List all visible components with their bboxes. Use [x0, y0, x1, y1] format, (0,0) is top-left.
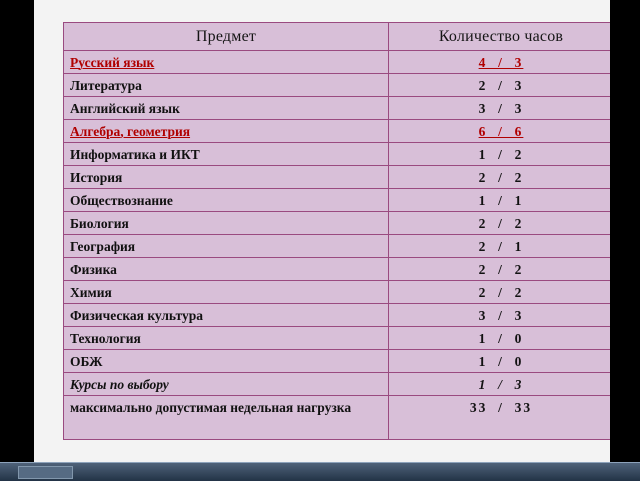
subject-cell: Технология	[64, 327, 389, 350]
subject-cell: ОБЖ	[64, 350, 389, 373]
hours-column-header: Количество часов	[389, 23, 611, 51]
subject-cell: Курсы по выбору	[64, 373, 389, 396]
table-row	[64, 74, 611, 97]
table-row	[64, 166, 611, 189]
taskbar	[0, 462, 640, 481]
hours-cell: 2 / 2	[389, 166, 611, 189]
hours-cell: 1 / 1	[389, 189, 611, 212]
subject-cell: Обществознание	[64, 189, 389, 212]
table-row	[64, 143, 611, 166]
presentation-slide	[34, 0, 610, 470]
table-row	[64, 373, 611, 396]
subject-column-header: Предмет	[64, 23, 389, 51]
hours-cell: 3 / 3	[389, 304, 611, 327]
table-row	[64, 327, 611, 350]
subject-cell: География	[64, 235, 389, 258]
subject-cell: Физика	[64, 258, 389, 281]
table-row	[64, 258, 611, 281]
hours-cell: 1 / 2	[389, 143, 611, 166]
table-row	[64, 350, 611, 373]
hours-cell: 2 / 2	[389, 212, 611, 235]
table-row	[64, 189, 611, 212]
subject-cell: Литература	[64, 74, 389, 97]
hours-cell: 3 / 3	[389, 97, 611, 120]
subject-cell: максимально допустимая недельная нагрузка	[64, 396, 389, 440]
subject-cell: Английский язык	[64, 97, 389, 120]
hours-cell: 1 / 0	[389, 350, 611, 373]
hours-cell: 1 / 3	[389, 373, 611, 396]
table-row	[64, 396, 611, 440]
table-row	[64, 120, 611, 143]
subject-cell: Информатика и ИКТ	[64, 143, 389, 166]
subject-cell: Физическая культура	[64, 304, 389, 327]
table-row	[64, 235, 611, 258]
subject-hours-table	[63, 22, 610, 440]
subject-cell: Алгебра, геометрия	[64, 120, 389, 143]
hours-cell: 6 / 6	[389, 120, 611, 143]
hours-cell: 1 / 0	[389, 327, 611, 350]
table-row	[64, 97, 611, 120]
hours-cell: 33 / 33	[389, 396, 611, 440]
subject-cell: Химия	[64, 281, 389, 304]
hours-cell: 2 / 2	[389, 258, 611, 281]
subject-cell: Биология	[64, 212, 389, 235]
subject-cell: Русский язык	[64, 51, 389, 74]
taskbar-button[interactable]	[18, 466, 73, 479]
table-row	[64, 281, 611, 304]
table-row	[64, 51, 611, 74]
table-row	[64, 212, 611, 235]
hours-cell: 4 / 3	[389, 51, 611, 74]
hours-cell: 2 / 1	[389, 235, 611, 258]
table-row	[64, 304, 611, 327]
subject-cell: История	[64, 166, 389, 189]
hours-cell: 2 / 3	[389, 74, 611, 97]
hours-cell: 2 / 2	[389, 281, 611, 304]
table-header-row	[64, 23, 611, 51]
cropped-title-line	[82, 0, 552, 4]
table-body	[64, 51, 611, 440]
